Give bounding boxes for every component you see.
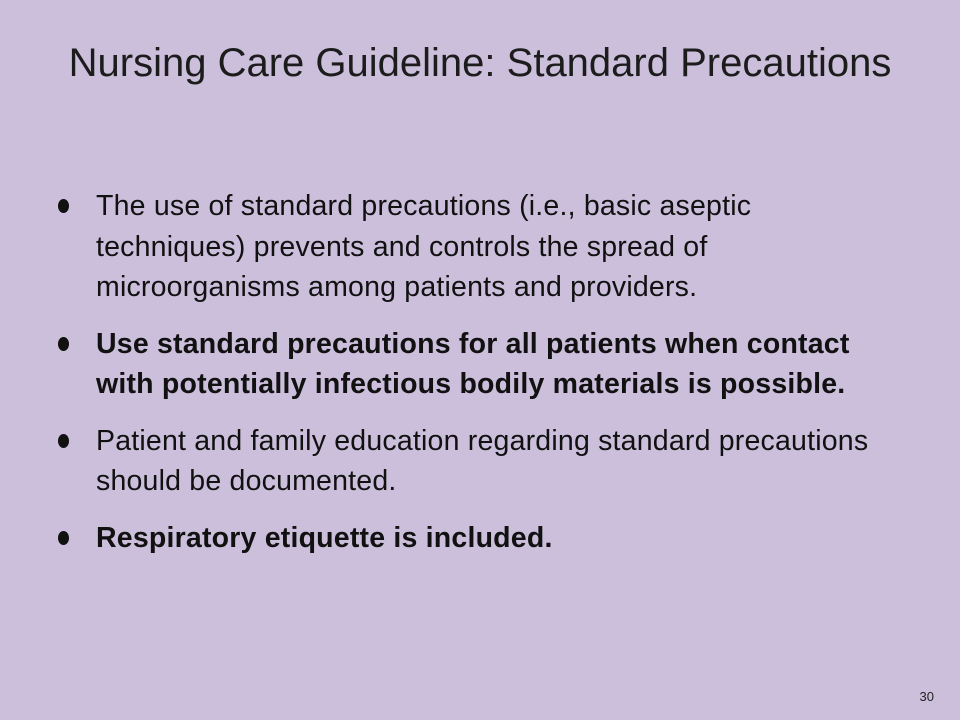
bullet-dot-icon — [58, 337, 69, 351]
bullet-list — [58, 186, 878, 574]
bullet-text: Use standard precautions for all patients when contact with potentially infectious bodily materials is possible. — [96, 327, 850, 400]
bullet-dot-icon — [58, 531, 69, 545]
bullet-text: Respiratory etiquette is included. — [96, 521, 553, 554]
bullet-text: The use of standard precautions (i.e., basic aseptic techniques) prevents and controls the spread of microorganisms among patients and providers. — [96, 190, 752, 303]
bullet-dot-icon — [58, 434, 69, 448]
bullet-item — [58, 518, 878, 559]
bullet-dot-icon — [58, 199, 69, 213]
bullet-item — [58, 324, 878, 405]
bullet-item — [58, 421, 878, 502]
slide-title: Nursing Care Guideline: Standard Precautions — [68, 41, 892, 85]
slide-number: 30 — [919, 689, 934, 704]
bullet-item — [58, 186, 878, 308]
bullet-text: Patient and family education regarding standard precautions should be documented. — [96, 424, 869, 497]
